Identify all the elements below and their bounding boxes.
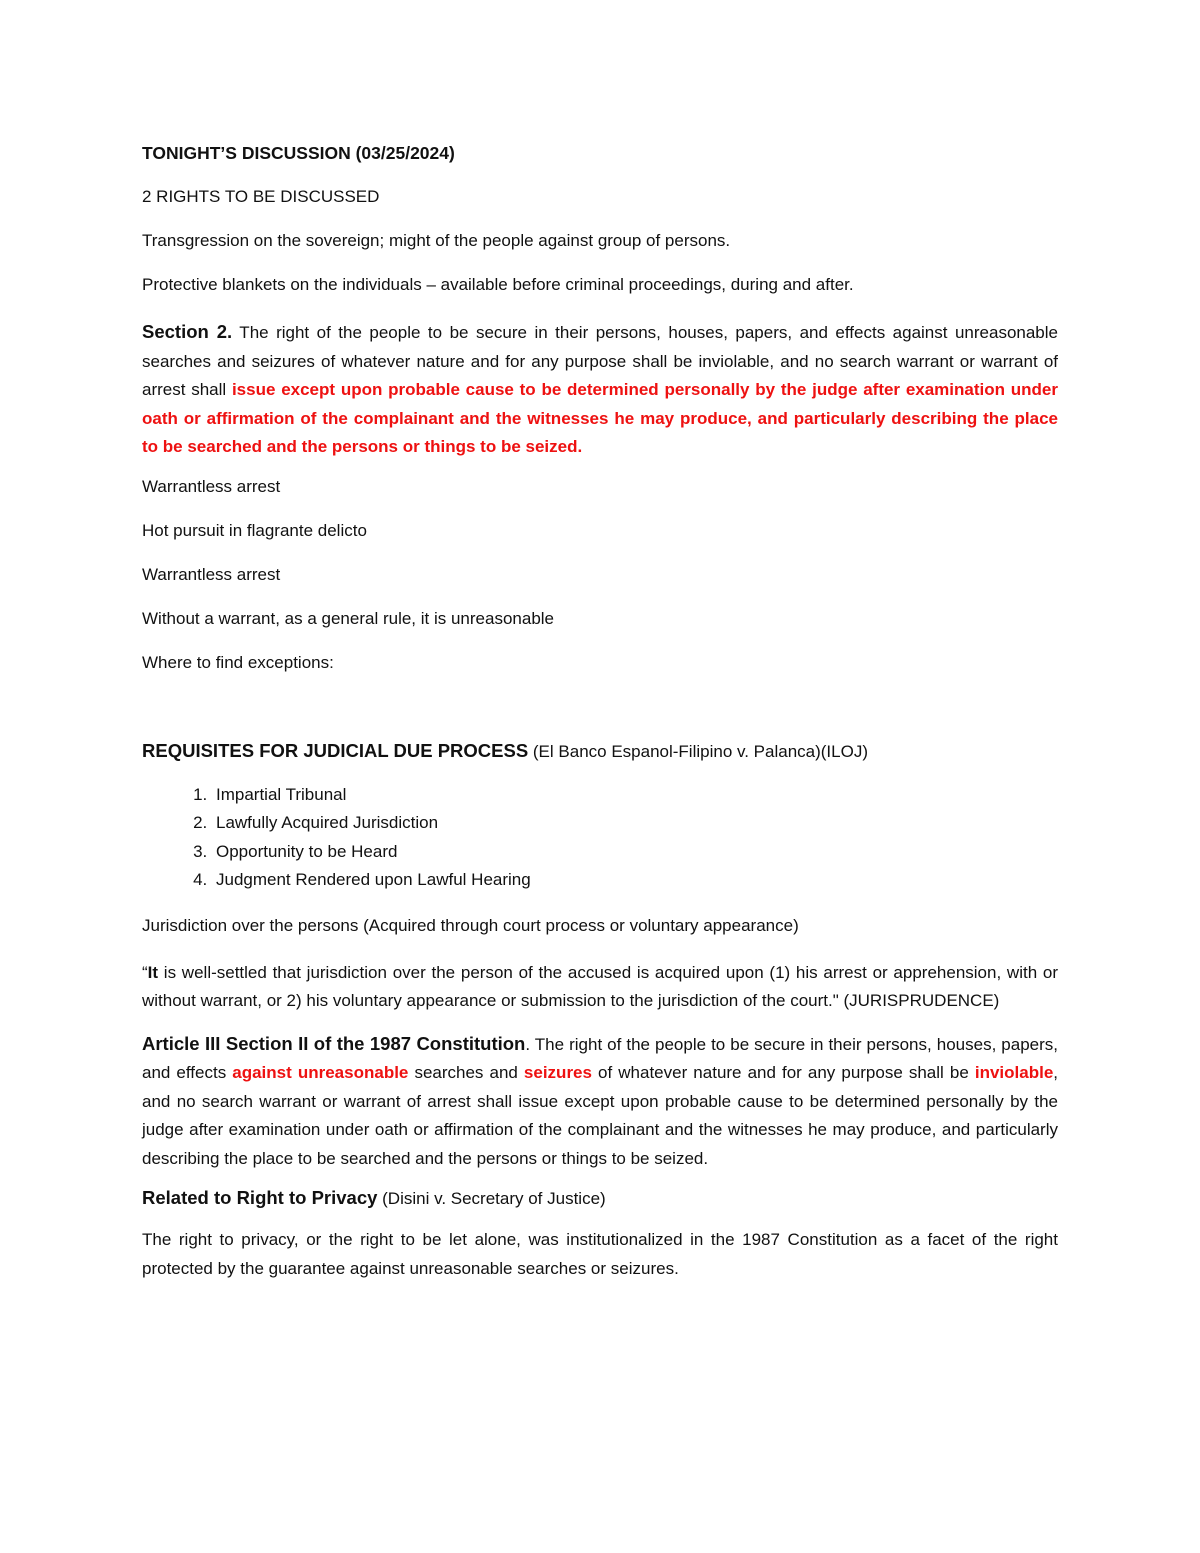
article-text-1: . The right of the people to be secure in their persons, houses, papers, and effects xyxy=(142,1034,1059,1082)
note-exceptions: Where to find exceptions: xyxy=(142,652,334,672)
requisites-heading: REQUISITES FOR JUDICIAL DUE PROCESS xyxy=(142,739,529,761)
section-2-highlight: issue except upon probable cause to be determined personally by the judge after examination under oath or affirmation of the complainant and the witnesses he may produce, and particularly describing the place to be searched and the persons or things to be seized. xyxy=(142,380,1058,456)
section-2-paragraph xyxy=(142,318,1058,462)
article-text-4: , and no search warrant or warrant of arrest shall issue except upon probable cause to be determined personally by the judge after examination under oath or affirmation of the complainant and the witnesses he may produce, and particularly describing the place to be searched and the persons or things to be seized. xyxy=(142,1063,1059,1168)
quote-bold-word: It xyxy=(147,962,159,982)
note-warrantless-arrest-2: Warrantless arrest xyxy=(142,564,281,584)
section-2-label: Section 2. xyxy=(142,321,233,342)
note-warrantless-arrest-1: Warrantless arrest xyxy=(142,476,281,496)
list-item: 3. Opportunity to be Heard xyxy=(212,838,1058,867)
section-2-text: The right of the people to be secure in their persons, houses, papers, and effects against unreasonable searches and seizures of whatever nature and for any purpose shall be inviolable, and no search warrant or warrant of arrest shall xyxy=(142,323,1058,399)
quote-open: “ xyxy=(142,962,148,982)
discussion-title: TONIGHT’S DISCUSSION (03/25/2024) xyxy=(142,143,455,163)
requisites-heading-line xyxy=(142,740,1058,763)
privacy-heading: Related to Right to Privacy xyxy=(142,1187,378,1208)
rights-count: 2 RIGHTS TO BE DISCUSSED xyxy=(142,187,380,206)
list-item: 2. Lawfully Acquired Jurisdiction xyxy=(212,809,1058,838)
quote-tail: " (JURISPRUDENCE) xyxy=(832,991,1000,1010)
requisites-citation: (El Banco Espanol-Filipino v. Palanca)(ILOJ) xyxy=(528,741,868,761)
article-highlight-1: against unreasonable xyxy=(232,1063,409,1082)
jurisdiction-line: Jurisdiction over the persons (Acquired through court process or voluntary appearance) xyxy=(142,915,799,935)
list-item: 1. Impartial Tribunal xyxy=(212,781,1058,810)
quote-body: is well-settled that jurisdiction over the person of the accused is acquired upon (1) his arrest or apprehension, with or without warrant, or 2) his voluntary appearance or submission to the jurisdiction of the court. xyxy=(142,962,1058,1010)
privacy-paragraph: The right to privacy, or the right to be let alone, was institutionalized in the 1987 Constitution as a facet of the right protected by the guarantee against unreasonable searches or seizures. xyxy=(142,1230,1058,1278)
note-without-warrant: Without a warrant, as a general rule, it is unreasonable xyxy=(142,608,555,628)
privacy-heading-line xyxy=(142,1187,1058,1210)
article-highlight-2: seizures xyxy=(523,1063,592,1082)
article-text-3: of whatever nature and for any purpose shall be xyxy=(591,1063,975,1082)
protective-note: Protective blankets on the individuals – available before criminal proceedings, during and after. xyxy=(142,275,854,294)
article-label: Article III Section II of the 1987 Constitution xyxy=(142,1032,526,1054)
privacy-citation: (Disini v. Secretary of Justice) xyxy=(377,1189,606,1208)
list-item: 4. Judgment Rendered upon Lawful Hearing xyxy=(212,866,1058,895)
transgression-note: Transgression on the sovereign; might of the people against group of persons. xyxy=(142,231,731,250)
note-hot-pursuit: Hot pursuit in flagrante delicto xyxy=(142,520,367,540)
requisites-list xyxy=(142,781,1058,895)
article-highlight-3: inviolable xyxy=(974,1063,1054,1082)
article-paragraph xyxy=(142,1030,1058,1174)
article-text-2: searches and xyxy=(408,1063,524,1082)
jurisprudence-quote xyxy=(142,959,1058,1016)
